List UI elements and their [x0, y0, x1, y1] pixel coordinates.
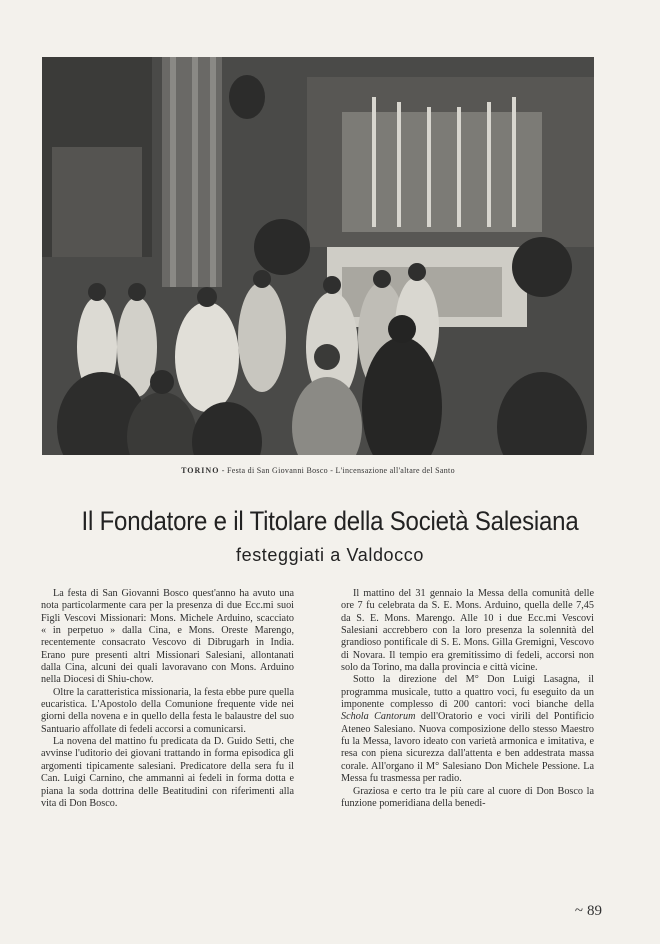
left-column [41, 588, 294, 810]
ceremony-photo-drawing [42, 57, 594, 455]
left-paragraph-2: Oltre la caratteristica missionaria, la festa ebbe pure quella eucaristica. L'Apostolo della Comunione frequente vide nei giorni della novena e in quello della festa le balaustre del suo Santuario affollate di fedeli accorsi a comunicarsi. [41, 686, 294, 735]
article-subtitle: festeggiati a Valdocco [236, 545, 424, 565]
right-paragraph-1: Il mattino del 31 gennaio la Messa della comunità delle ore 7 fu celebrata da S. E. Mons. Arduino, quella delle 7,45 da S. E. Mons. Marengo. Alle 10 i due Ecc.mi Vescovi Salesiani accrebbero con la loro presenza la solennità del grandioso pontificale di S. E. Mons. Gilla Gremigni, Vescovo di Novara. Il tempio era gremitissimo di fedeli, accorsi non solo da Torino, ma dalla provincia e città vicine. [341, 588, 594, 674]
right-column [341, 588, 594, 810]
photo-caption [42, 466, 594, 475]
page-dash: ~ [574, 903, 583, 919]
left-paragraph-1: La festa di San Giovanni Bosco quest'anno ha avuto una nota particolarmente cara per la presenza di due Ecc.mi suoi Figli Vescovi Missionari: Mons. Michele Arduino, scacciato « in perpetuo » dalla Cina, e Mons. Oreste Marengo, recentemente consacrato Vescovo di Dibrugarh in India. Erano pure presenti altri Missionari Salesiani, allontanati dalla Cina, alcuni dei quali lavoravano con Mons. Arduino nella Diocesi di Shiu-chow. [41, 588, 294, 686]
page-number [575, 903, 602, 920]
right-paragraph-2 [341, 674, 594, 785]
page-number-value: 89 [587, 903, 602, 919]
caption-city: TORINO [181, 466, 220, 475]
right-paragraph-2-b: dell'Oratorio e voci virili del Pontificio Ateneo Salesiano. Nuova composizione dello stesso Maestro fu la Messa, lavoro ideato con varietà armonica e imitativa, e resa con piena sicurezza dall'attenta e ben addestrata massa corale. All'organo il M° Salesiano Don Michele Pessione. La Messa fu trasmessa per radio. [341, 711, 594, 785]
caption-text: - Festa di San Giovanni Bosco - L'incensazione all'altare del Santo [219, 466, 455, 475]
right-paragraph-2-a: Sotto la direzione del M° Don Luigi Lasagna, il programma musicale, tutto a quattro voci, fu eseguito da un imponente complesso di 200 cantori: voci bianche della [341, 674, 594, 711]
schola-cantorum-emphasis: Schola Cantorum [341, 711, 416, 723]
left-paragraph-3: La novena del mattino fu predicata da D. Guido Setti, che avvinse l'uditorio dei giovani trattando in forma episodica gli argomenti tipicamente salesiani. Predicatore della sera fu il Can. Luigi Carnino, che ammannì ai fedeli in forma dotta e piana la soda dottrina delle Beatitudini con riferimenti alla vita di Don Bosco. [41, 736, 294, 809]
article-title: Il Fondatore e il Titolare della Società Salesiana [81, 506, 579, 537]
ceremony-photo [42, 57, 594, 455]
right-paragraph-3: Graziosa e certo tra le più care al cuore di Don Bosco la funzione pomeridiana della benedi- [341, 785, 594, 809]
